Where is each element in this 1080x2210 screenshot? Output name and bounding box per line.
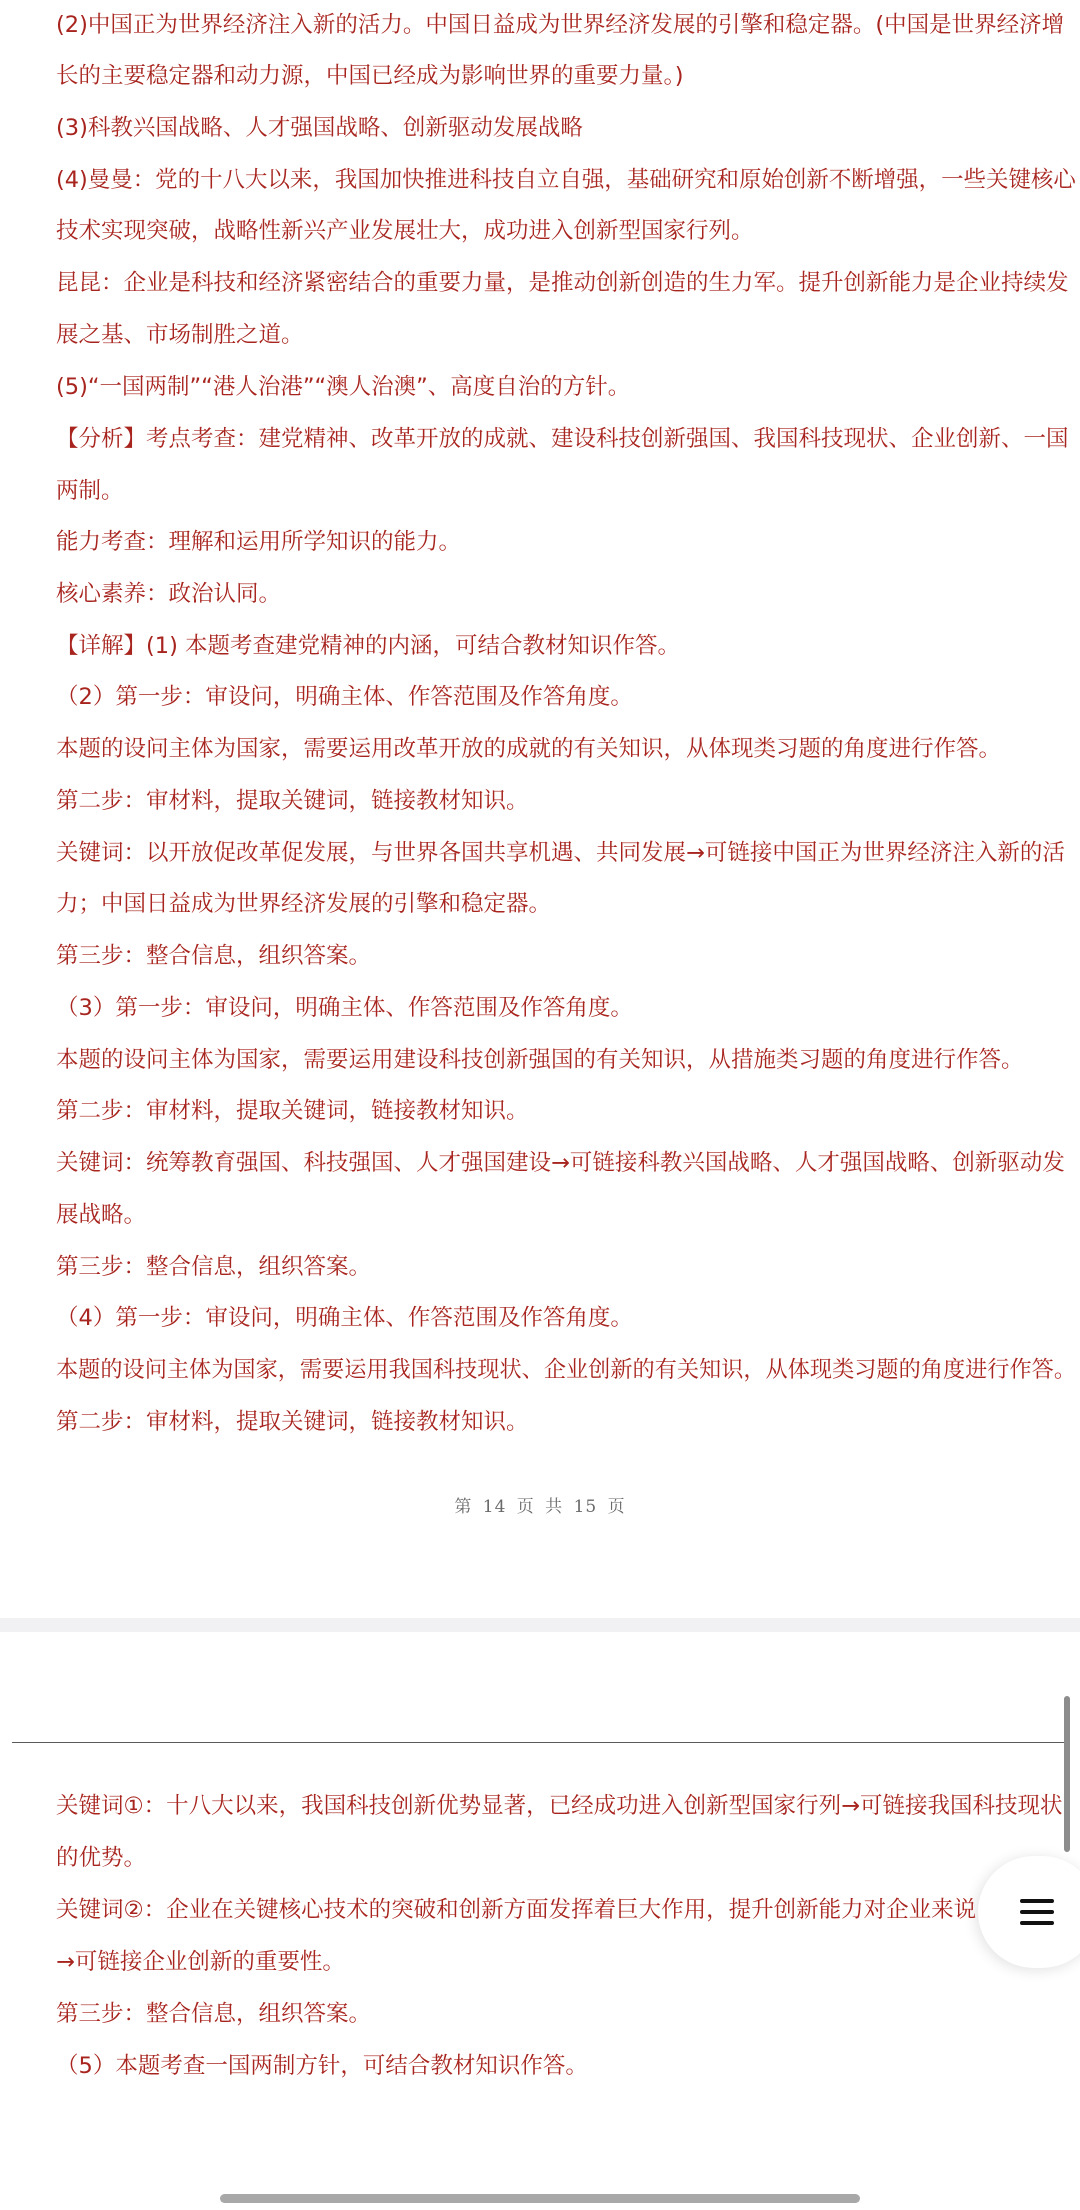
text-line: 第三步：整合信息，组织答案。 <box>56 2001 372 2027</box>
text-line: 展战略。 <box>56 1202 147 1228</box>
text-line: 第二步：审材料，提取关键词，链接教材知识。 <box>56 1098 529 1124</box>
text-line: 展之基、市场制胜之道。 <box>56 322 304 348</box>
text-line: 关键词：统筹教育强国、科技强国、人才强国建设→可链接科教兴国战略、人才强国战略、创新驱动发 <box>56 1150 1065 1176</box>
home-indicator[interactable] <box>220 2194 860 2203</box>
text-line: 第二步：审材料，提取关键词，链接教材知识。 <box>56 788 529 814</box>
text-line: 关键词：以开放促改革促发展，与世界各国共享机遇、共同发展→可链接中国正为世界经济注入新的活 <box>56 840 1065 866</box>
text-line: (4)曼曼：党的十八大以来，我国加快推进科技自立自强，基础研究和原始创新不断增强，一些关键核心 <box>56 167 1076 193</box>
text-line: （5）本题考查一国两制方针，可结合教材知识作答。 <box>56 2053 588 2079</box>
text-line: 第三步：整合信息，组织答案。 <box>56 1254 372 1280</box>
text-line: 两制。 <box>56 478 124 504</box>
page-separator <box>0 1618 1080 1632</box>
text-line: 能力考查：理解和运用所学知识的能力。 <box>56 529 462 555</box>
page-footer: 第 14 页 共 15 页 <box>454 1497 626 1517</box>
text-line: (5)“一国两制”“港人治港”“澳人治澳”、高度自治的方针。 <box>56 374 631 400</box>
text-line: 【详解】(1) 本题考查建党精神的内涵，可结合教材知识作答。 <box>56 633 681 659</box>
text-line: 关键词①：十八大以来，我国科技创新优势显著，已经成功进入创新型国家行列→可链接我国科技现状 <box>56 1793 1063 1819</box>
header-rule <box>12 1742 1067 1743</box>
text-line: 【分析】考点考查：建党精神、改革开放的成就、建设科技创新强国、我国科技现状、企业创新、一国 <box>56 426 1069 452</box>
text-line: 本题的设问主体为国家，需要运用建设科技创新强国的有关知识，从措施类习题的角度进行作答。 <box>56 1047 1024 1073</box>
text-line: 核心素养：政治认同。 <box>56 581 282 607</box>
text-line: (2)中国正为世界经济注入新的活力。中国日益成为世界经济发展的引擎和稳定器。(中国是世界经济增 <box>56 12 1065 38</box>
text-line: （3）第一步：审设问，明确主体、作答范围及作答角度。 <box>56 995 633 1021</box>
text-line: 本题的设问主体为国家，需要运用我国科技现状、企业创新的有关知识，从体现类习题的角度进行作答。 <box>56 1357 1077 1383</box>
text-line: 长的主要稳定器和动力源，中国已经成为影响世界的重要力量。) <box>56 63 684 89</box>
document-page-15 <box>0 1632 1080 2210</box>
text-line: 第二步：审材料，提取关键词，链接教材知识。 <box>56 1409 529 1435</box>
menu-button[interactable] <box>978 1856 1080 1968</box>
text-line: 关键词②：企业在关键核心技术的突破和创新方面发挥着巨大作用，提升创新能力对企业来说 <box>56 1897 977 1923</box>
text-line: 本题的设问主体为国家，需要运用改革开放的成就的有关知识，从体现类习题的角度进行作答。 <box>56 736 1002 762</box>
text-line: 昆昆：企业是科技和经济紧密结合的重要力量，是推动创新创造的生力军。提升创新能力是企业持续发 <box>56 270 1069 296</box>
text-line: 第三步：整合信息，组织答案。 <box>56 943 372 969</box>
text-line: →可链接企业创新的重要性。 <box>56 1949 345 1975</box>
text-line: 力；中国日益成为世界经济发展的引擎和稳定器。 <box>56 891 552 917</box>
text-line: 的优势。 <box>56 1845 147 1871</box>
hamburger-menu-icon <box>1020 1899 1054 1925</box>
text-line: 技术实现突破，战略性新兴产业发展壮大，成功进入创新型国家行列。 <box>56 218 754 244</box>
text-line: （4）第一步：审设问，明确主体、作答范围及作答角度。 <box>56 1305 633 1331</box>
text-line: (3)科教兴国战略、人才强国战略、创新驱动发展战略 <box>56 115 583 141</box>
scrollbar-thumb[interactable] <box>1064 1696 1070 1852</box>
text-line: （2）第一步：审设问，明确主体、作答范围及作答角度。 <box>56 684 633 710</box>
